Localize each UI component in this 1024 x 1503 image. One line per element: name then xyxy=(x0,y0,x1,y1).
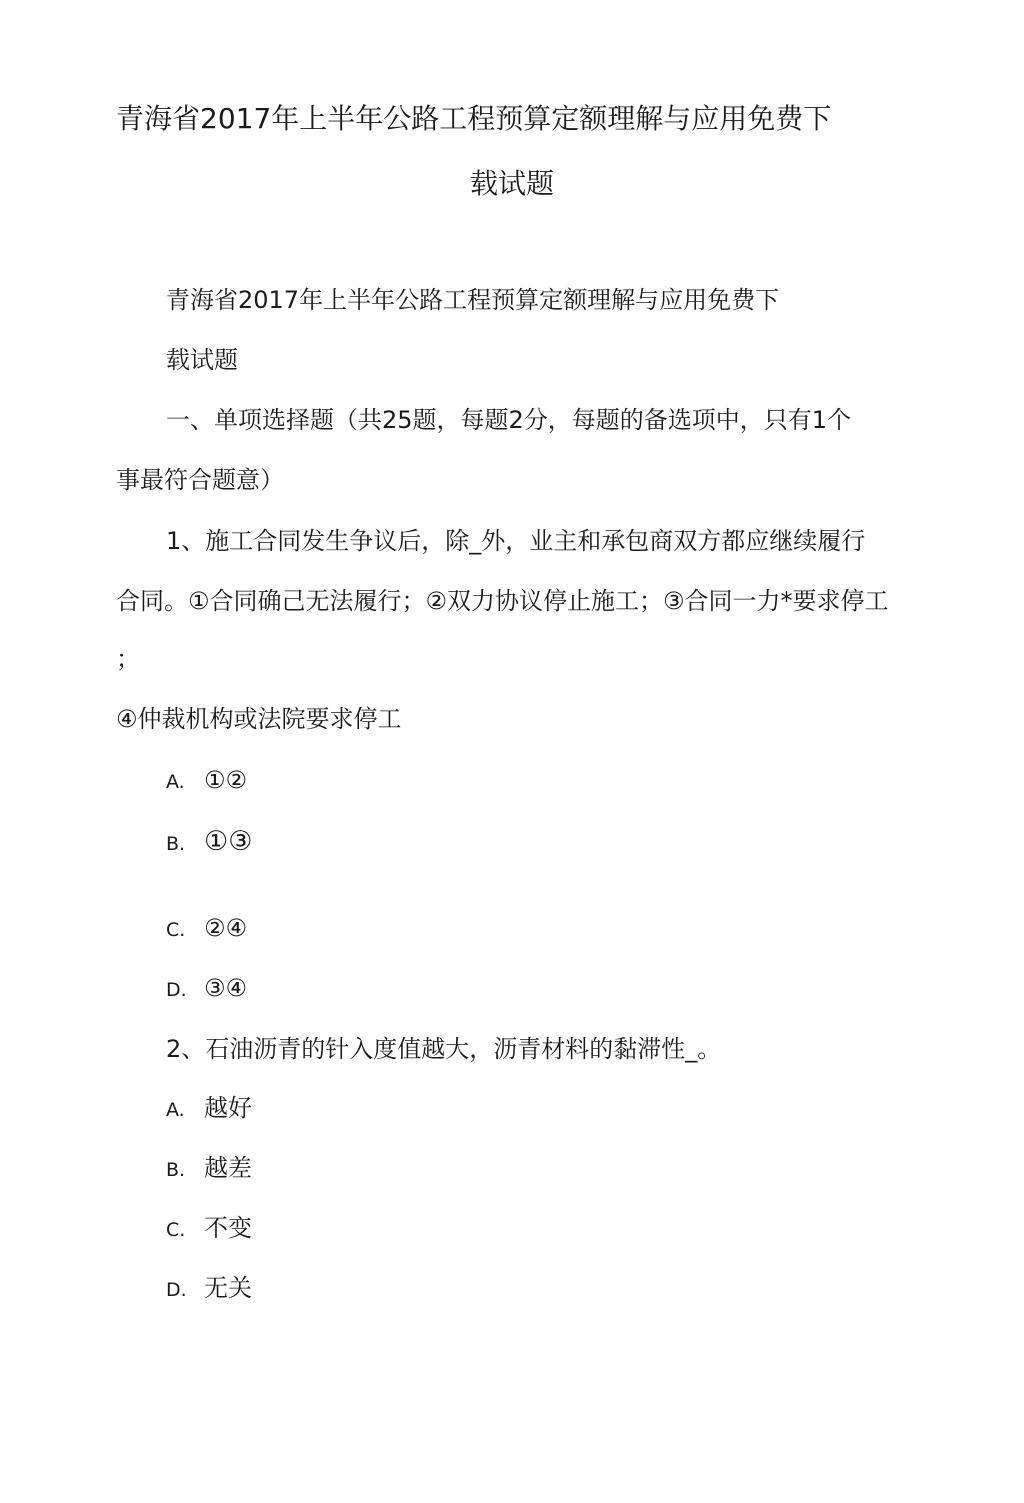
option-text: 不变 xyxy=(204,1214,252,1242)
body-title-line-1: 青海省2017年上半年公路工程预算定额理解与应用免费下 xyxy=(166,286,780,314)
question-2-option-c xyxy=(166,1212,252,1246)
option-text: ①③ xyxy=(204,826,253,857)
question-1-stem-line-4: ④仲裁机构或法院要求停工 xyxy=(116,705,402,733)
option-letter: A. xyxy=(166,771,185,793)
option-letter: C. xyxy=(166,1219,186,1241)
section-heading-line-1: 一、单项选择题（共25题，每题2分，每题的备选项中，只有1个 xyxy=(166,406,852,434)
question-1-option-c xyxy=(166,912,247,946)
option-text: 越好 xyxy=(204,1094,252,1122)
option-text: 无关 xyxy=(204,1274,252,1302)
option-letter: B. xyxy=(166,833,186,855)
question-2-option-b xyxy=(166,1152,252,1186)
question-2-option-d xyxy=(166,1272,252,1306)
document-title-line-1: 青海省2017年上半年公路工程预算定额理解与应用免费下 xyxy=(116,102,832,135)
question-1-option-b xyxy=(166,826,252,860)
question-1-option-a xyxy=(166,764,247,798)
section-heading-line-2: 事最符合题意） xyxy=(116,466,284,494)
option-letter: D. xyxy=(166,1279,187,1301)
option-letter: C. xyxy=(166,919,186,941)
question-1-stem-line-2: 合同。①合同确己无法履行；②双力协议停止施工；③合同一力*要求停工 xyxy=(116,587,889,615)
question-1-stem-line-3: ； xyxy=(116,645,140,673)
question-2-option-a xyxy=(166,1092,252,1126)
question-2-stem-line-1: 2、石油沥青的针入度值越大，沥青材料的黏滞性_。 xyxy=(166,1035,722,1063)
option-letter: A. xyxy=(166,1099,185,1121)
question-1-stem-line-1: 1、施工合同发生争议后，除_外，业主和承包商双方都应继续履行 xyxy=(166,527,866,555)
option-text: ③④ xyxy=(204,974,248,1002)
document-title-line-2: 载试题 xyxy=(469,167,554,200)
option-text: ①② xyxy=(204,766,248,794)
option-text: ②④ xyxy=(204,914,248,942)
body-title-line-2: 载试题 xyxy=(166,346,238,374)
option-text: 越差 xyxy=(204,1154,252,1182)
question-1-option-d xyxy=(166,972,247,1006)
option-letter: D. xyxy=(166,979,187,1001)
option-letter: B. xyxy=(166,1159,186,1181)
